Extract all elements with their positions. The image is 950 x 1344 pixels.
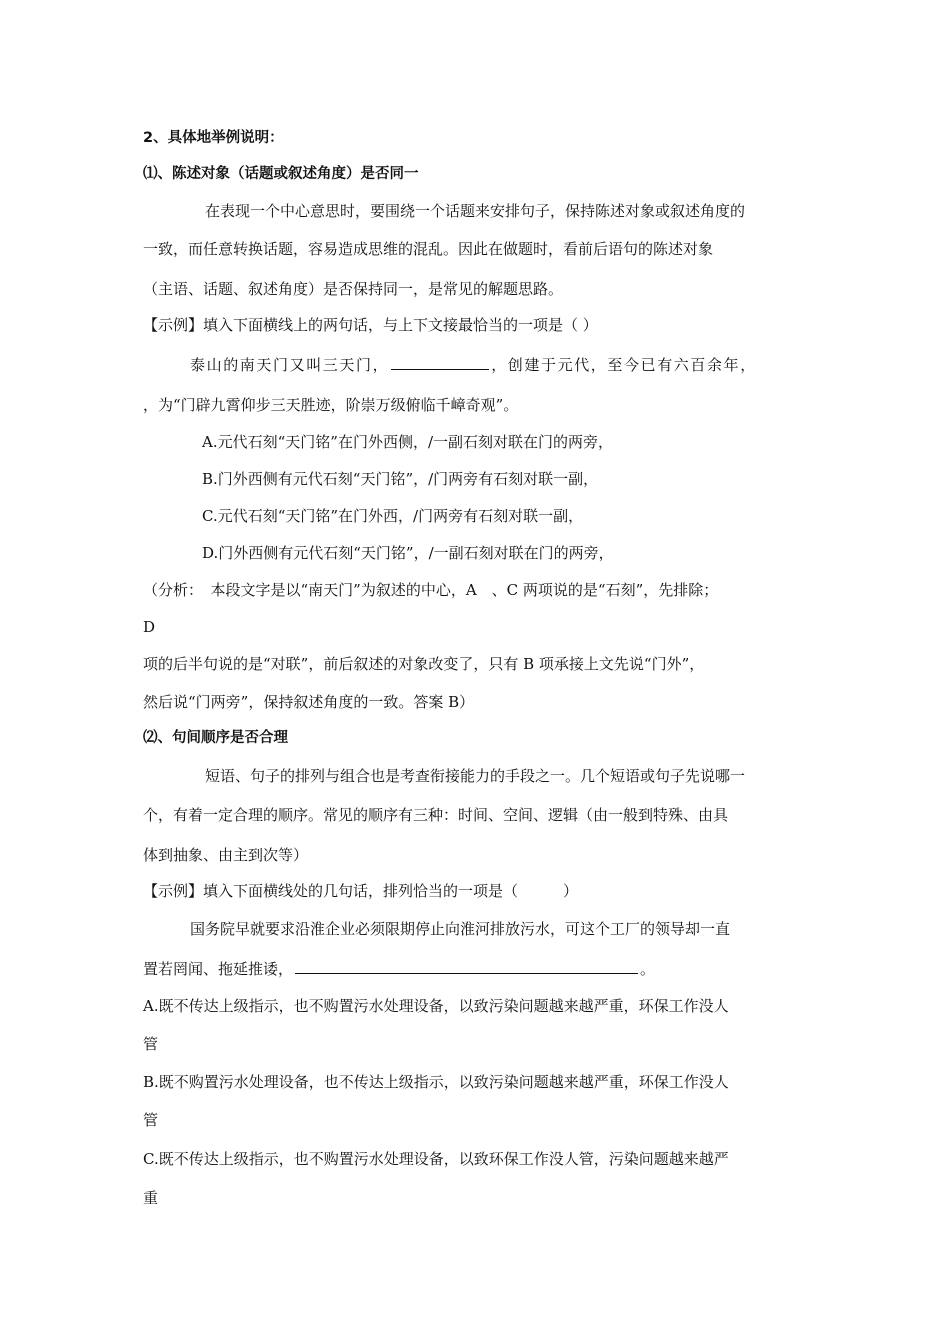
paragraph-line: 体到抽象、由主到次等） — [143, 846, 309, 864]
paragraph-line: 个，有着一定合理的顺序。常见的顺序有三种：时间、空间、逻辑（由一般到特殊、由具 — [143, 806, 729, 824]
analysis-line: 项的后半句说的是“对联”，前后叙述的对象改变了，只有 B 项承接上文先说“门外”， — [143, 655, 705, 673]
example-text-segment: 。 — [640, 960, 656, 978]
subsection-heading-1: ⑴、陈述对象（话题或叙述角度）是否同一 — [143, 166, 419, 182]
paragraph-line: 短语、句子的排列与组合也是考查衔接能力的手段之一。几个短语或句子先说哪一 — [205, 767, 746, 785]
option-d: D.门外西侧有元代石刻“天门铭”，/一副石刻对联在门的两旁， — [202, 544, 614, 562]
option-b: B.门外西侧有元代石刻“天门铭”，/门两旁有石刻对联一副， — [202, 470, 599, 488]
option-c-wrap: 重 — [143, 1189, 159, 1207]
example-text-line: ，为“门辟九霄仰步三天胜迹，阶崇万级俯临千嶂奇观”。 — [143, 396, 519, 414]
example-text-segment: 置若罔闻、拖延推诿， — [143, 960, 294, 978]
option-a-wrap: 管 — [143, 1035, 159, 1053]
paragraph-line: 一致，而任意转换话题，容易造成思维的混乱。因此在做题时，看前后语句的陈述对象 — [143, 240, 714, 258]
example-text-line — [190, 355, 757, 375]
paragraph-line: 在表现一个中心意思时，要围绕一个话题来安排句子，保持陈述对象或叙述角度的 — [205, 202, 746, 220]
option-b-wrap: 管 — [143, 1111, 159, 1129]
example-text-segment: 泰山的南天门又叫三天门， — [190, 356, 390, 374]
option-b: B.既不购置污水处理设备，也不传达上级指示，以致污染问题越来越严重，环保工作没人 — [143, 1073, 729, 1091]
option-c: C.既不传达上级指示，也不购置污水处理设备，以致环保工作没人管，污染问题越来越严 — [143, 1150, 729, 1168]
analysis-line: （分析： 本段文字是以“南天门”为叙述的中心，A 、C 两项说的是“石刻”，先排除； — [143, 581, 719, 599]
section-heading: 2、具体地举例说明： — [143, 130, 284, 146]
paragraph-line: （主语、话题、叙述角度）是否保持同一，是常见的解题思路。 — [143, 280, 564, 298]
option-a: A.元代石刻“天门铭”在门外西侧，/一副石刻对联在门的两旁， — [202, 433, 613, 451]
answer-blank[interactable] — [391, 355, 489, 370]
example-prompt-2: 【示例】填入下面横线处的几句话，排列恰当的一项是（ ） — [143, 882, 579, 900]
example-text-line — [143, 959, 655, 979]
option-a: A.既不传达上级指示，也不购置污水处理设备，以致污染问题越来越严重，环保工作没人 — [143, 997, 729, 1015]
example-prompt-1: 【示例】填入下面横线上的两句话，与上下文接最恰当的一项是（ ） — [143, 316, 598, 334]
example-text-segment: ，创建于元代，至今已有六百余年， — [491, 356, 757, 374]
analysis-line: D — [143, 618, 156, 636]
subsection-heading-2: ⑵、句间顺序是否合理 — [143, 730, 288, 746]
example-text-line: 国务院早就要求沿淮企业必须限期停止向淮河排放污水，可这个工厂的领导却一直 — [190, 920, 731, 938]
option-c: C.元代石刻“天门铭”在门外西，/门两旁有石刻对联一副， — [202, 507, 584, 525]
analysis-line: 然后说“门两旁”，保持叙述角度的一致。答案 B） — [143, 693, 475, 711]
answer-blank[interactable] — [295, 959, 638, 974]
